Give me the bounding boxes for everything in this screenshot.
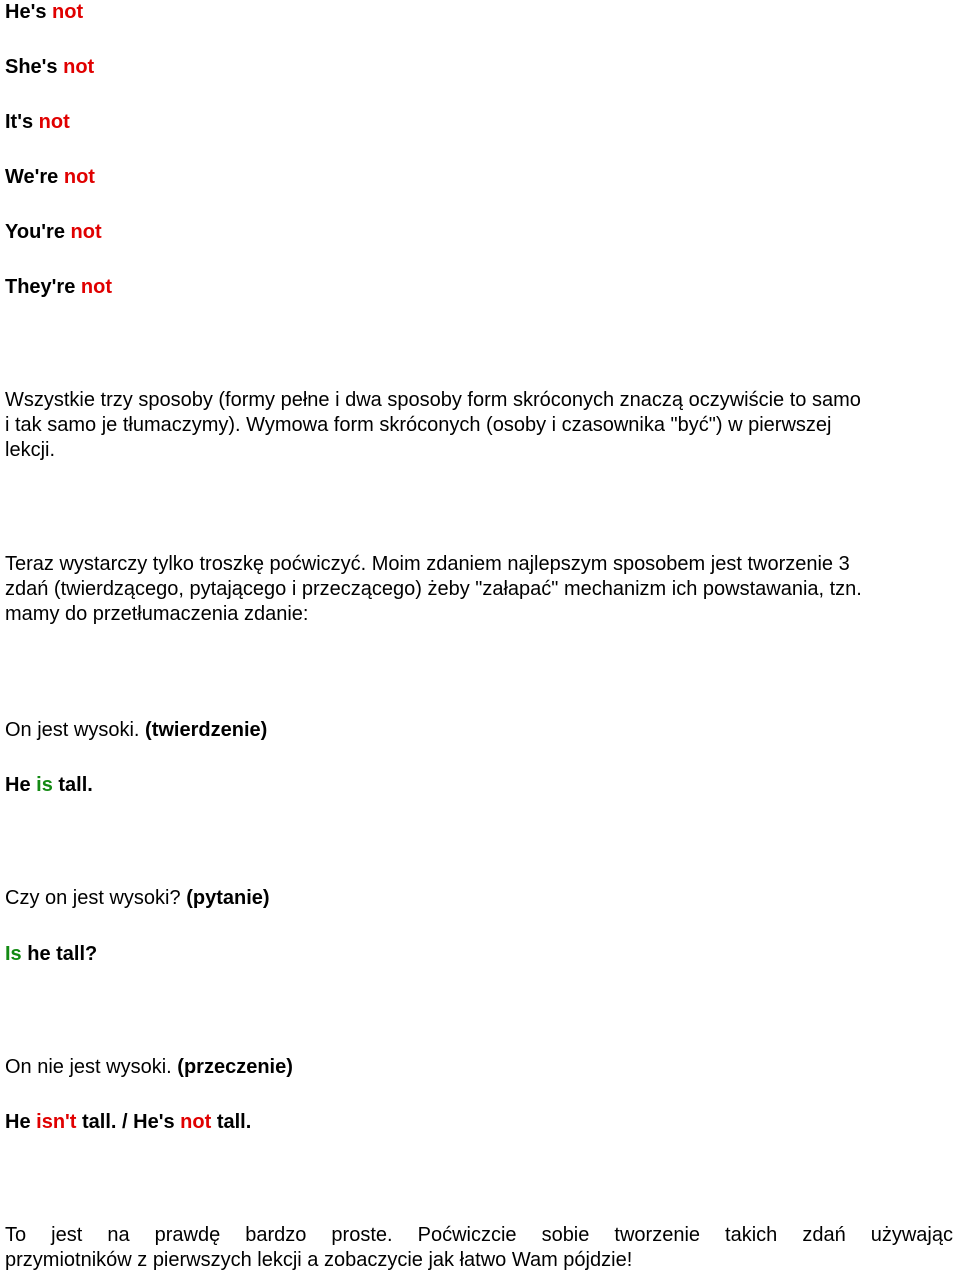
- explanation-paragraph: [5, 388, 953, 463]
- paragraph-line: lekcji.: [5, 439, 56, 461]
- negative-english: [5, 1110, 251, 1134]
- english-word: He: [5, 1111, 31, 1133]
- paragraph-line: Teraz wystarczy tylko troszkę poćwiczyć. Moim zdaniem najlepszym sposobem jest tworzenie 3: [5, 553, 850, 575]
- contraction-pronoun: You're: [5, 221, 65, 243]
- contraction-pronoun: We're: [5, 166, 59, 188]
- polish-sentence: Czy on jest wysoki?: [5, 887, 181, 909]
- negative-polish: [5, 1055, 293, 1079]
- contraction-negation: not: [63, 56, 95, 78]
- contraction-pronoun: He's: [5, 1, 47, 23]
- english-word: He: [5, 774, 31, 796]
- polish-sentence: On jest wysoki.: [5, 719, 140, 741]
- closing-paragraph: [5, 1223, 953, 1273]
- contraction-pronoun: It's: [5, 111, 34, 133]
- practice-paragraph: [5, 552, 953, 627]
- english-word: tall. / He's: [82, 1111, 175, 1133]
- contraction-negation: not: [80, 276, 112, 298]
- negation-highlight: not: [180, 1111, 212, 1133]
- contraction-it: [5, 110, 70, 134]
- contraction-pronoun: They're: [5, 276, 76, 298]
- paragraph-line: przymiotników z pierwszych lekcji a zobaczycie jak łatwo Wam pójdzie!: [5, 1249, 633, 1271]
- contraction-negation: not: [38, 111, 70, 133]
- sentence-type-label: (przeczenie): [177, 1056, 293, 1078]
- sentence-type-label: (pytanie): [186, 887, 270, 909]
- english-word: tall.: [216, 1111, 252, 1133]
- contraction-he: [5, 0, 83, 24]
- contraction-we: [5, 165, 95, 189]
- contraction-she: [5, 55, 94, 79]
- paragraph-line: mamy do przetłumaczenia zdanie:: [5, 603, 309, 625]
- contraction-pronoun: She's: [5, 56, 58, 78]
- english-word: he tall?: [27, 943, 98, 965]
- paragraph-line: i tak samo je tłumaczymy). Wymowa form skróconych (osoby i czasownika "być") w pierwszej: [5, 414, 832, 436]
- paragraph-line: Wszystkie trzy sposoby (formy pełne i dwa sposoby form skróconych znaczą oczywiście to samo: [5, 389, 861, 411]
- paragraph-line: zdań (twierdzącego, pytającego i przeczącego) żeby "załapać" mechanizm ich powstawania, tzn.: [5, 578, 862, 600]
- contraction-negation: not: [63, 166, 95, 188]
- contraction-negation: not: [52, 1, 84, 23]
- contraction-negation: not: [70, 221, 102, 243]
- affirmative-polish: [5, 718, 267, 742]
- question-polish: [5, 886, 270, 910]
- verb-highlight: Is: [5, 943, 22, 965]
- affirmative-english: [5, 773, 93, 797]
- contraction-you: [5, 220, 102, 244]
- english-word: tall.: [58, 774, 93, 796]
- verb-highlight: is: [36, 774, 53, 796]
- contraction-they: [5, 275, 112, 299]
- negation-highlight: isn't: [36, 1111, 77, 1133]
- polish-sentence: On nie jest wysoki.: [5, 1056, 172, 1078]
- paragraph-line: To jest na prawdę bardzo proste. Poćwiczcie sobie tworzenie takich zdań używając: [5, 1224, 953, 1246]
- question-english: [5, 942, 97, 966]
- sentence-type-label: (twierdzenie): [145, 719, 268, 741]
